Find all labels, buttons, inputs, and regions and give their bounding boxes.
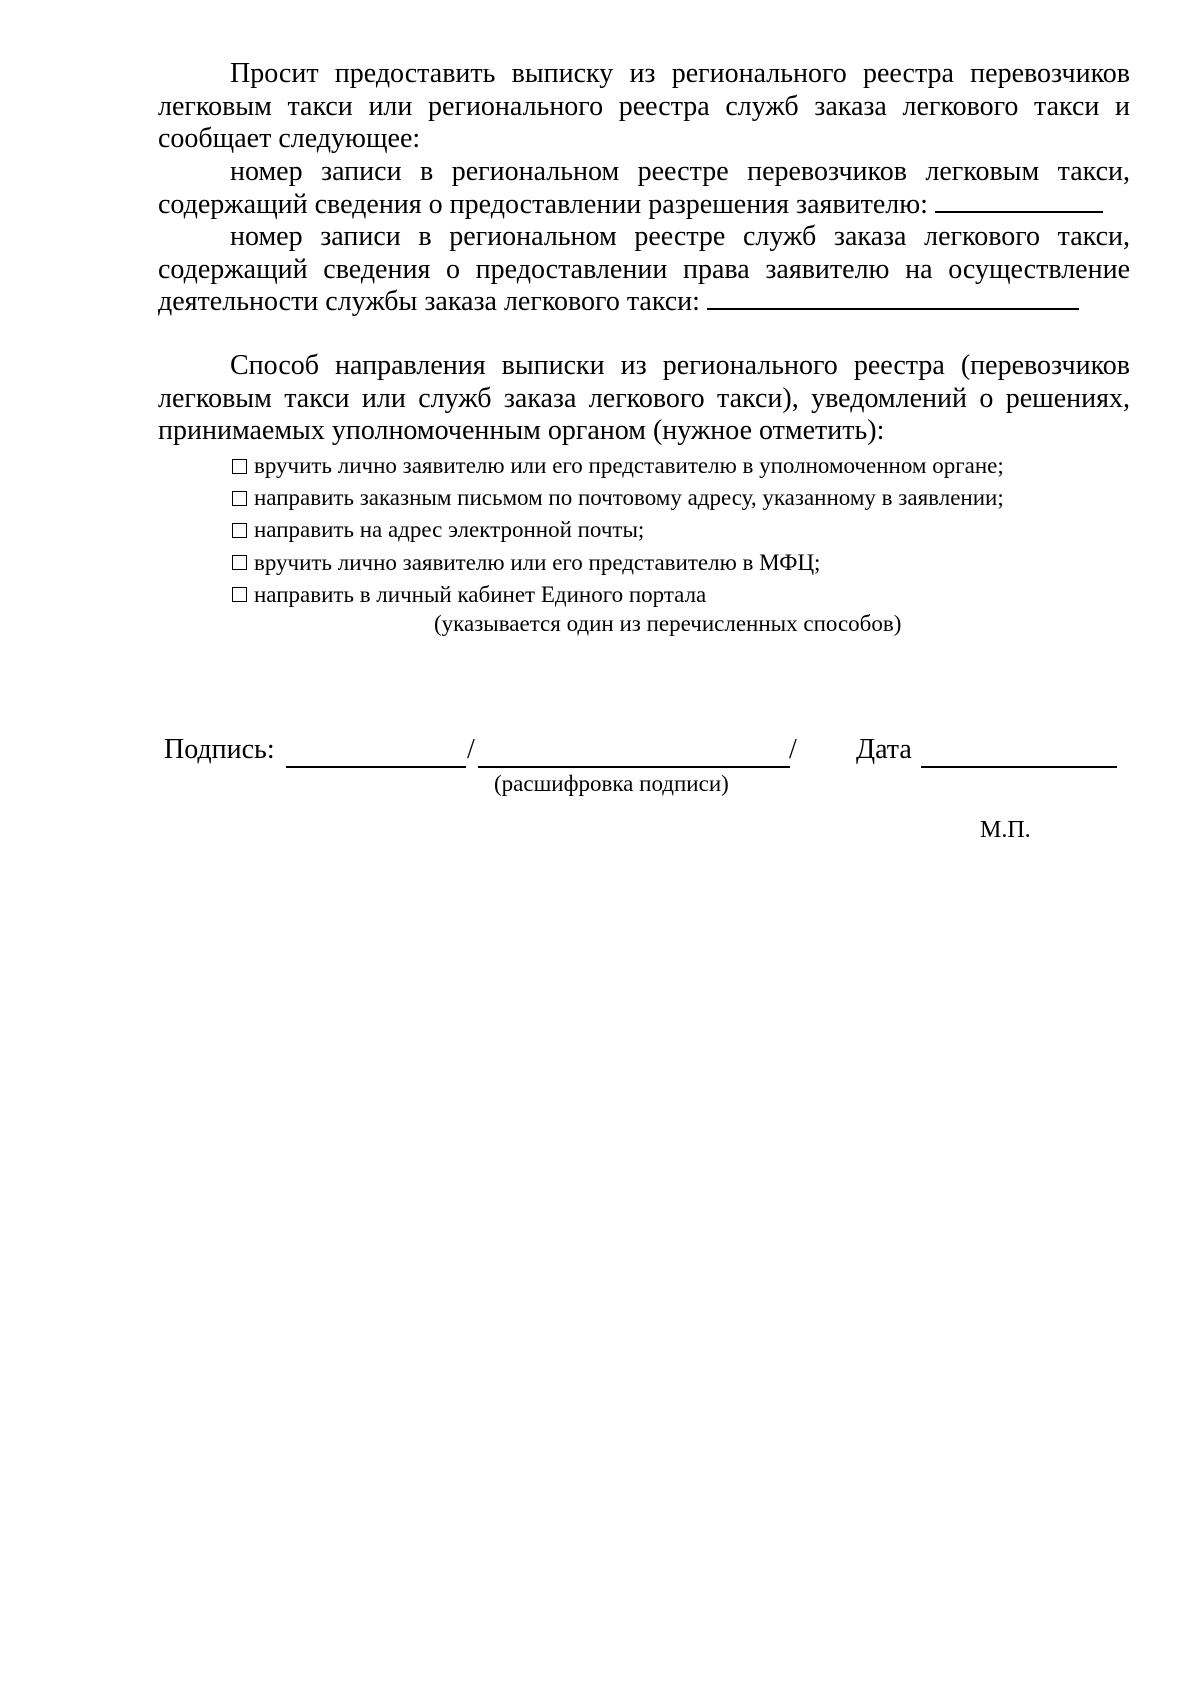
date-field[interactable] <box>921 766 1117 768</box>
delivery-option[interactable] <box>232 450 1004 482</box>
delivery-option[interactable] <box>232 482 1004 514</box>
signature-field[interactable] <box>286 766 466 768</box>
taxi-carrier-record-text: номер записи в региональном реестре перевозчиков легковым такси, содержащий сведения о предоставлении разрешения заявителю: <box>158 156 1130 220</box>
signature-label: Подпись: <box>164 734 275 765</box>
checkbox-icon[interactable] <box>232 459 247 474</box>
checkbox-icon[interactable] <box>232 555 247 570</box>
signature-decoding-field[interactable] <box>478 766 790 768</box>
dispatch-service-record-text: номер записи в региональном реестре служб заказа легкового такси, содержащий сведения о предоставлении права заявителю на осуществление деятельности службы заказа легкового такси: <box>158 221 1130 318</box>
delivery-option-label: направить на адрес электронной почты; <box>254 517 645 543</box>
taxi-carrier-record-field[interactable] <box>935 189 1103 213</box>
dispatch-service-record-paragraph <box>158 221 1130 319</box>
delivery-method-note: (указывается один из перечисленных способов) <box>434 611 902 636</box>
signature-slash: / <box>467 734 475 765</box>
taxi-carrier-record-paragraph <box>158 156 1130 221</box>
delivery-method-intro-text: Способ направления выписки из регионального реестра (перевозчиков легковым такси или служб заказа легкового такси), уведомлений о решениях, принимаемых уполномоченным органом (нужное отметить): <box>158 350 1130 447</box>
delivery-option[interactable] <box>232 547 1004 579</box>
delivery-option-label: вручить лично заявителю или его представителю в МФЦ; <box>254 549 821 575</box>
delivery-option-label: вручить лично заявителю или его представителю в уполномоченном органе; <box>254 453 1004 478</box>
checkbox-icon[interactable] <box>232 587 247 602</box>
delivery-option-label: направить в личный кабинет Единого портала <box>254 581 707 607</box>
signature-slash: / <box>789 734 797 765</box>
date-label: Дата <box>856 734 912 765</box>
signature-decoding-note: (расшифровка подписи) <box>494 771 729 796</box>
checkbox-icon[interactable] <box>232 523 247 538</box>
dispatch-service-record-field[interactable] <box>707 286 1079 310</box>
delivery-option-label: направить заказным письмом по почтовому адресу, указанному в заявлении; <box>254 485 1004 511</box>
stamp-place-label: М.П. <box>980 817 1031 843</box>
delivery-option[interactable] <box>232 579 1004 611</box>
request-text: Просит предоставить выписку из регионального реестра перевозчиков легковым такси или регионального реестра служб заказа легкового такси и сообщает следующее: <box>158 58 1130 155</box>
request-paragraph <box>158 58 1130 156</box>
checkbox-icon[interactable] <box>232 491 247 506</box>
delivery-option[interactable] <box>232 514 1004 546</box>
delivery-method-intro <box>158 350 1130 448</box>
delivery-options-list <box>232 450 1004 611</box>
